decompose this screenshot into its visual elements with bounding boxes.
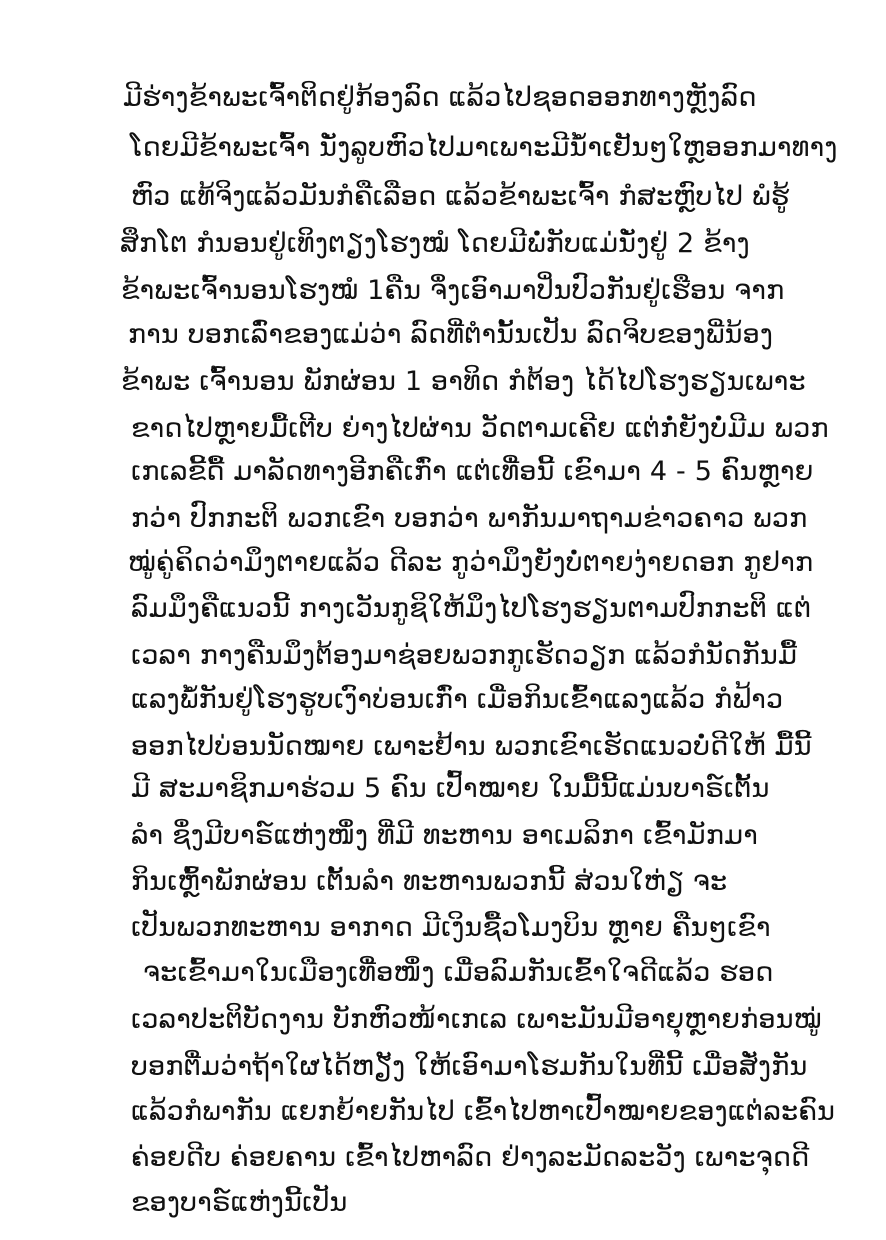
- text-line: ຂ້າພະ ເຈົ້ານອນ ພັກຜ່ອນ 1 ອາທິດ ກໍຕ້ອງ ໄດ້ໄປໂຮງຮຽນເພາະ: [121, 366, 806, 397]
- text-line: ຈະເຂົ້າມາໃນເມືອງເທື່ອໜຶ່ງ ເມື່ອລົມກັນເຂົ້າໃຈດີແລ້ວ ຮອດ: [143, 957, 774, 988]
- text-line: ອອກໄປບ່ອນນັດໝາຍ ເພາະຢ້ານ ພວກເຂົາເຮັດແນວບໍ່ດີໃຫ້ ມື້ນີ້: [131, 731, 812, 762]
- text-line: ກວ່າ ປົກກະຕິ ພວກເຂົາ ບອກວ່າ ພາກັນມາຖາມຂ່າວຄາວ ພວກ: [131, 503, 808, 534]
- text-line: ມີ ສະມາຊິກມາຮ່ວມ 5 ຄົນ ເປົ້າໝາຍ ໃນມື້ນີ້ແມ່ນບາຣ໌ເຕັ້ນ: [131, 773, 770, 804]
- text-line: ລົມມຶງຄືແນວນີ້ ກາງເວັນກູຊິໃຫ້ມຶງໄປໂຮງຮຽນຕາມປົກກະຕິ ແຕ່: [131, 593, 812, 624]
- text-line: ເວລາ ກາງຄືນມຶງຕ້ອງມາຊ່ອຍພວກກູເຮັດວຽກ ແລ້ວກໍນັດກັນມື້: [131, 640, 798, 671]
- text-line: ຫົວ ແທ້ຈິງແລ້ວມັນກໍຄືເລືອດ ແລ້ວຂ້າພະເຈົ້າ ກໍສະຫຼົບໄປ ພໍຮູ້: [131, 181, 790, 212]
- text-line: ຂ້າພະເຈົ້ານອນໂຮງໝໍ 1ຄືນ ຈຶ່ງເອົາມາປິ່ນປົວກັນຢູ່ເຮືອນ ຈາກ: [121, 275, 785, 306]
- text-line: ເກເລຂີ້ດື້ ມາລັດທາງອີກຄືເກົ່າ ແຕ່ເທື່ອນີ້ ເຂົາມາ 4 - 5 ຄົນຫຼາຍ: [131, 456, 814, 487]
- text-line: ແລ້ວກໍພາກັນ ແຍກຍ້າຍກັນໄປ ເຂົ້າໄປຫາເປົ້າໝາຍຂອງແຕ່ລະຄົນ: [131, 1096, 836, 1127]
- text-line: ບອກຕື່ມວ່າຖ້າໃຜໄດ້ຫຽັງ ໃຫ້ເອົາມາໂຮມກັນໃນທີ່ນີ້ ເມື່ອສັ່ງກັນ: [131, 1051, 808, 1082]
- text-line: ການ ບອກເລົ່າຂອງແມ່ວ່າ ລົດທີ່ຕຳນັ້ນເປັນ ລົດຈິບຂອງພີ່ນ້ອງ: [128, 319, 774, 350]
- text-line: ແລງພໍ້ກັນຢູ່ໂຮງຮູບເງົາບ່ອນເກົ່າ ເມື່ອກິນເຂົ້າແລງແລ້ວ ກໍຟ້າວ: [131, 684, 784, 715]
- text-line: ສຶກໂຕ ກໍນອນຢູ່ເທິງຕຽງໂຮງໝໍ ໂດຍມີພໍ່ກັບແມ່ນັ່ງຢູ່ 2 ຂ້າງ: [120, 228, 750, 259]
- text-line: ໂດຍມີຂ້າພະເຈົ້າ ນັ່ງລູບຫົວໄປມາເພາະມີນໍ້າເຢັນໆໃຫຼອອກມາທາງ: [130, 132, 838, 163]
- text-line: ກິນເຫຼົ້າພັກຜ່ອນ ເຕັ້ນລຳ ທະຫານພວກນີ້ ສ່ວນໃຫ່ຽ ຈະ: [131, 866, 728, 897]
- text-line: ເວລາປະຕິບັດງານ ບັກຫົວໜ້າເກເລ ເພາະມັນມີອາຍຸຫຼາຍກ່ອນໝູ່: [131, 1004, 822, 1035]
- text-line: ເປັນພວກທະຫານ ອາກາດ ມີເງິນຊື້ວໂມງບິນ ຫຼາຍ ຄືນໆເຂົາ: [131, 912, 771, 943]
- text-line: ຂອງບາຣ໌ແຫ່ງນີ້ເປັນ: [131, 1187, 348, 1218]
- text-line: ໝູ່ຄູ່ຄິດວ່າມຶງຕາຍແລ້ວ ດີລະ ກູວ່າມຶງຍັງບໍ່ຕາຍງ່າຍດອກ ກູຢາກ: [128, 547, 814, 578]
- text-line: ຄ່ອຍດີບ ຄ່ອຍຄານ ເຂົ້າໄປຫາລົດ ຢ່າງລະມັດລະວັງ ເພາະຈຸດດີ: [131, 1142, 810, 1173]
- text-line: ຂາດໄປຫຼາຍມື້ເຕີບ ຍ່າງໄປຜ່ານ ວັດຕາມເຄີຍ ແຕ່ກໍ່ຍັງບໍ່ມີມ ພວກ: [131, 413, 829, 444]
- text-line: ລຳ ຊຶ່ງມີບາຣ໌ແຫ່ງໜຶ່ງ ທີ່ມີ ທະຫານ ອາເມລິກາ ເຂົ້າມັກມາ: [131, 820, 759, 851]
- text-line: ມີຮ່າງຂ້າພະເຈົ້າຕິດຢູ່ກ້ອງລົດ ແລ້ວໄປຊອດອອກທາງຫຼັງລົດ: [123, 82, 757, 113]
